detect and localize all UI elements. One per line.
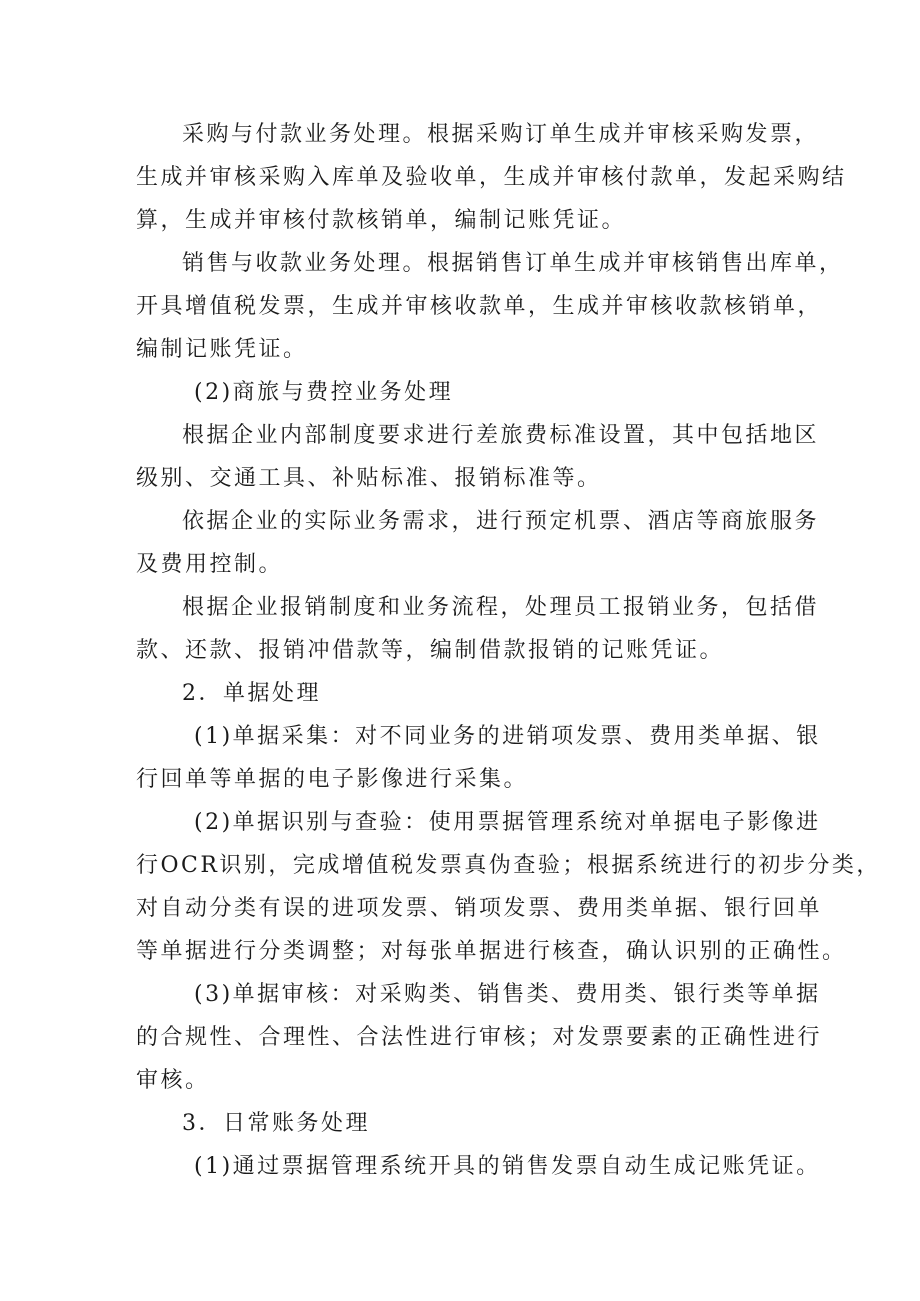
text-line: 销售与收款业务处理。根据销售订单生成并审核销售出库单， xyxy=(182,251,844,276)
text-line: 对自动分类有误的进项发票、销项发票、费用类单据、银行回单 xyxy=(136,896,823,921)
text-line: 开具增值税发票，生成并审核收款单，生成并审核收款核销单， xyxy=(136,294,823,319)
heading-travel-expense xyxy=(136,371,796,414)
text-line: 编制记账凭证。 xyxy=(136,337,308,362)
text-line: 款、还款、报销冲借款等，编制借款报销的记账凭证。 xyxy=(136,638,725,663)
paragraph-auto-voucher xyxy=(136,1145,821,1188)
paragraph-reimbursement xyxy=(136,586,820,672)
text-line: (2)商旅与费控业务处理 xyxy=(194,380,454,405)
paragraph-travel-standards xyxy=(136,414,820,500)
text-line: 行回单等单据的电子影像进行采集。 xyxy=(136,767,529,792)
text-line: 审核。 xyxy=(136,1068,210,1093)
section-heading-daily-accounting xyxy=(136,1102,796,1145)
document-page xyxy=(136,113,881,1188)
paragraph-document-review xyxy=(136,973,823,1102)
section-heading-document-processing xyxy=(136,672,796,715)
paragraph-document-collection xyxy=(136,715,821,801)
text-line: 的合规性、合理性、合法性进行审核；对发票要素的正确性进行 xyxy=(136,1025,823,1050)
text-line: 及费用控制。 xyxy=(136,552,284,577)
text-line: 依据企业的实际业务需求，进行预定机票、酒店等商旅服务 xyxy=(182,509,820,534)
text-line: 采购与付款业务处理。根据采购订单生成并审核采购发票， xyxy=(182,122,820,147)
text-line: 级别、交通工具、补贴标准、报销标准等。 xyxy=(136,466,602,491)
paragraph-booking xyxy=(136,500,820,586)
text-line: 根据企业内部制度要求进行差旅费标准设置，其中包括地区 xyxy=(182,423,820,448)
text-line: 根据企业报销制度和业务流程，处理员工报销业务，包括借 xyxy=(182,595,820,620)
paragraph-sales-receipt xyxy=(136,242,844,371)
text-line: 等单据进行分类调整；对每张单据进行核查，确认识别的正确性。 xyxy=(136,939,847,964)
text-line: (1)通过票据管理系统开具的销售发票自动生成记账凭证。 xyxy=(194,1154,821,1179)
text-line: 3．日常账务处理 xyxy=(182,1111,370,1136)
text-line: 生成并审核采购入库单及验收单，生成并审核付款单，发起采购结 xyxy=(136,165,847,190)
text-line: (3)单据审核：对采购类、销售类、费用类、银行类等单据 xyxy=(194,982,821,1007)
text-line: 行OCR识别，完成增值税发票真伪查验；根据系统进行的初步分类， xyxy=(136,853,881,878)
text-line: (2)单据识别与查验：使用票据管理系统对单据电子影像进 xyxy=(194,810,821,835)
paragraph-purchase-payment xyxy=(136,113,847,242)
paragraph-document-recognition xyxy=(136,801,881,973)
text-line: 算，生成并审核付款核销单，编制记账凭证。 xyxy=(136,208,627,233)
text-line: 2．单据处理 xyxy=(182,681,321,706)
text-line: (1)单据采集：对不同业务的进销项发票、费用类单据、银 xyxy=(194,724,821,749)
